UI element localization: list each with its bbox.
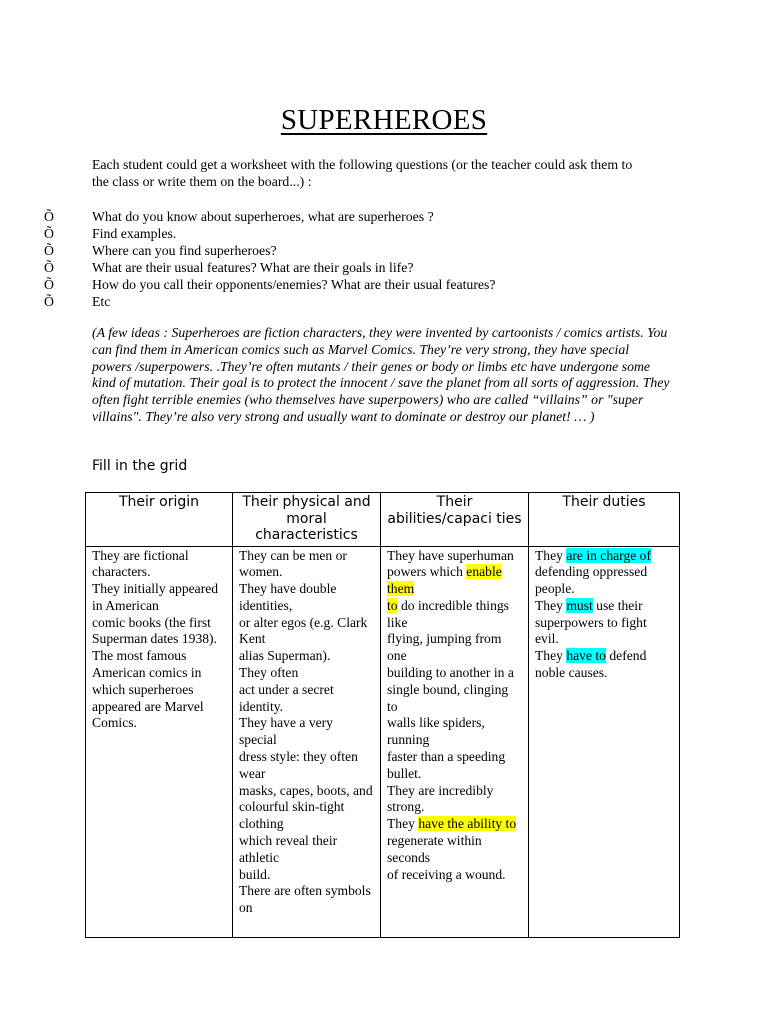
highlight-are-in-charge-of: are in charge of [566,547,652,563]
origin-text: Superman dates 1938). [92,631,217,647]
superhero-grid [85,492,680,938]
bullet-icon: Õ [44,277,54,292]
physical-text: masks, capes, boots, and [239,782,373,798]
question-text: Where can you find superheroes? [92,243,277,258]
bullet-icon: Õ [44,209,54,224]
highlight-have-to: have to [566,648,606,664]
bullet-icon: Õ [44,243,54,258]
highlight-have-the-ability-to: have the ability to [418,816,517,832]
highlight-enable-them: enable them [387,564,502,597]
physical-text: There are often symbols on [239,883,371,916]
origin-text: The most famous American comics in which superheroes appeared are Marvel Comics. [92,648,204,731]
origin-text: They initially appeared in American [92,581,219,613]
list-item [44,242,496,259]
abilities-text: powers which [387,564,467,580]
abilities-text: do incredible things like [387,597,509,630]
cell-abilities [381,546,529,937]
highlight-to: to [387,597,398,613]
abilities-text: flying, jumping from one [387,631,502,664]
abilities-text: single bound, clinging to [387,681,509,714]
list-item [44,208,496,225]
origin-text: They are fictional characters. [92,547,189,580]
question-text: How do you call their opponents/enemies? What are their usual features? [92,277,496,292]
intro-paragraph: Each student could get a worksheet with the following questions (or the teacher could ask them to the class or write them on the board...) : [92,157,633,189]
header-origin: Their origin [86,493,233,547]
list-item [44,293,496,310]
origin-text: comic books (the first [92,614,211,630]
page-title: SUPERHEROES [280,104,488,136]
bullet-icon: Õ [44,260,54,275]
physical-text: They have a very special [239,715,333,748]
physical-text: They have double identities, [239,581,337,613]
duties-text: use their superpowers to fight evil. [535,597,647,647]
header-duties: Their duties [529,493,680,547]
physical-text: or alter egos (e.g. Clark Kent [239,614,368,647]
bullet-icon: Õ [44,294,54,309]
abilities-text: of receiving a wound. [387,866,506,882]
duties-text: They [535,648,567,664]
header-physical: Their physical and moral characteristics [233,493,381,547]
question-list [44,208,496,310]
cell-duties [529,546,680,937]
fill-in-label: Fill in the grid [92,458,188,474]
bullet-icon: Õ [44,226,54,241]
physical-text: build. [239,866,271,882]
header-abilities: Their abilities/capaci ties [381,493,529,547]
question-text: What are their usual features? What are their goals in life? [92,260,414,275]
question-text: Find examples. [92,226,177,241]
highlight-must: must [566,597,593,613]
duties-text: They [535,547,567,563]
physical-text: They often [239,665,299,681]
abilities-text: regenerate within seconds [387,833,482,865]
physical-text: which reveal their athletic [239,833,338,865]
abilities-text: They are incredibly strong. [387,782,494,815]
duties-text: defending oppressed people. [535,564,648,597]
abilities-text: faster than a speeding bullet. [387,749,506,781]
physical-text: dress style: they often wear [239,749,358,781]
abilities-text: walls like spiders, running [387,715,485,748]
duties-line [535,548,673,598]
physical-text: act under a secret identity. [239,681,334,714]
duties-line [535,648,673,682]
cell-physical [233,546,381,937]
abilities-text: They have superhuman [387,547,514,563]
duties-line [535,598,673,648]
duties-text: defend noble causes. [535,648,647,681]
cell-origin [86,546,233,937]
physical-text: They can be men or women. [239,547,347,580]
list-item [44,225,496,242]
question-text: What do you know about superheroes, what are superheroes ? [92,209,434,224]
abilities-text: building to another in a [387,665,514,681]
list-item [44,276,496,293]
list-item [44,259,496,276]
table-header-row [86,493,680,547]
table-row [86,546,680,937]
ideas-paragraph: (A few ideas : Superheroes are fiction characters, they were invented by cartoonists / comics artists. You can find them in American comics such as Marvel Comics. They’re very strong, they have special powers /superpowers. .They’re often mutants / their genes or body or limbs etc have undergone some kind of mutation. Their goal is to protect the innocent / save the planet from all sorts of aggression. They often fight terrible enemies (who themselves have superpowers) who are called “villains” or "super villains". They’re also very strong and usually want to dominate or destroy our planet! … ) [92,325,670,424]
duties-text: They [535,597,567,613]
question-text: Etc [92,294,111,309]
abilities-line [387,564,522,598]
abilities-text: They [387,816,419,832]
abilities-line [387,816,522,833]
physical-text: alias Superman). [239,648,331,664]
physical-text: colourful skin-tight clothing [239,799,345,832]
abilities-line [387,598,522,632]
